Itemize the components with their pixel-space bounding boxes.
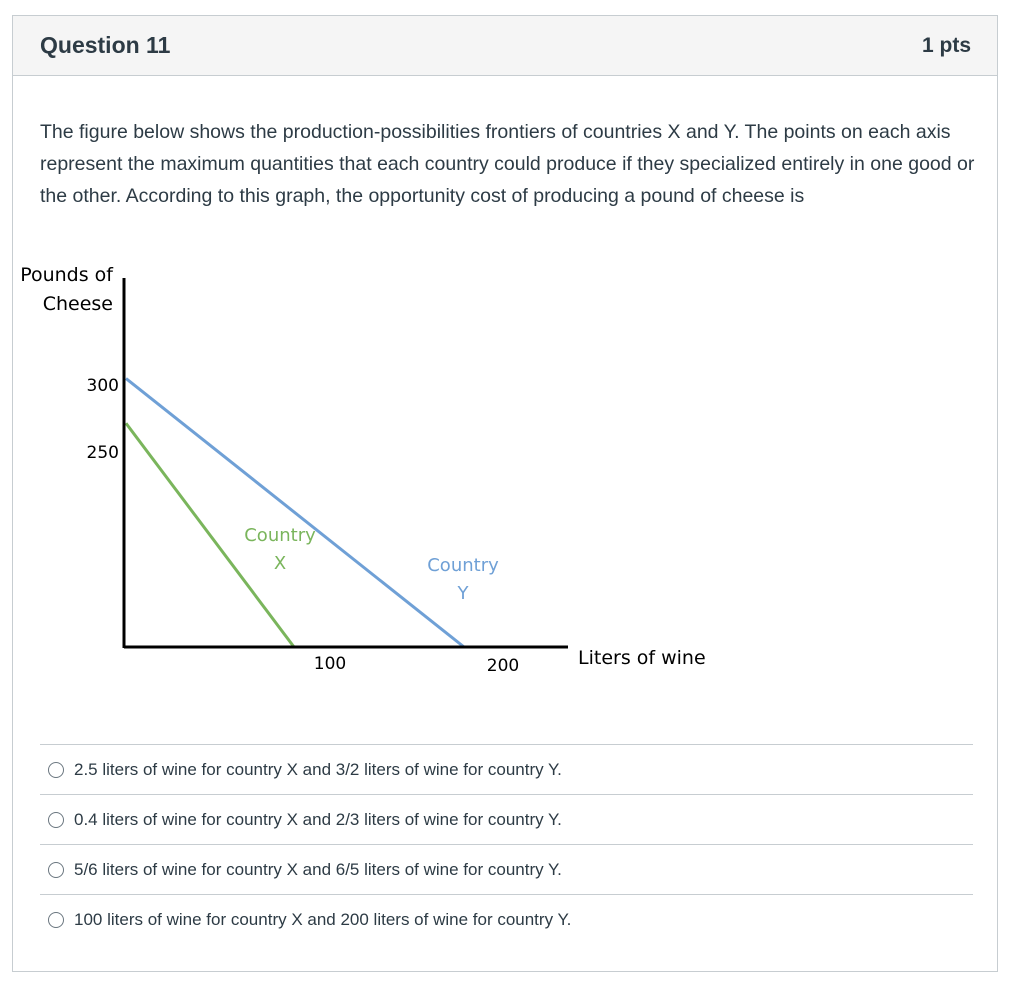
- country-x-label-line2: X: [273, 553, 287, 574]
- radio-button[interactable]: [48, 862, 64, 878]
- ppf-figure: [20, 258, 723, 693]
- y-axis-label-line2: Cheese: [42, 293, 113, 315]
- answer-list: [40, 744, 973, 944]
- radio-button[interactable]: [48, 762, 64, 778]
- question-points: 1 pts: [921, 33, 971, 57]
- answer-option[interactable]: [40, 794, 973, 844]
- x-axis-label: Liters of wine: [578, 647, 706, 669]
- radio-button[interactable]: [48, 912, 64, 928]
- answer-label: 5/6 liters of wine for country X and 6/5 liters of wine for country Y.: [74, 859, 562, 879]
- answer-label: 0.4 liters of wine for country X and 2/3 liters of wine for country Y.: [74, 809, 562, 829]
- y-axis-label-line1: Pounds of: [20, 264, 113, 286]
- answer-option[interactable]: [40, 894, 973, 944]
- question-title: Question 11: [40, 32, 171, 58]
- x-tick-200: 200: [486, 656, 520, 676]
- y-tick-300: 300: [86, 376, 119, 396]
- country-y-label-line1: Country: [427, 555, 499, 576]
- answer-label: 2.5 liters of wine for country X and 3/2 liters of wine for country Y.: [74, 759, 562, 779]
- ppf-graph: [20, 258, 723, 688]
- country-y-label-line2: Y: [457, 583, 469, 604]
- question-card: [12, 15, 998, 972]
- answer-label: 100 liters of wine for country X and 200 liters of wine for country Y.: [74, 909, 572, 929]
- question-header: [13, 16, 997, 76]
- radio-button[interactable]: [48, 812, 64, 828]
- answer-option[interactable]: [40, 744, 973, 794]
- y-tick-250: 250: [86, 443, 119, 463]
- country-y-frontier: [126, 379, 464, 648]
- answer-option[interactable]: [40, 844, 973, 894]
- country-x-label-line1: Country: [244, 525, 316, 546]
- x-tick-100: 100: [313, 654, 347, 674]
- question-text: The figure below shows the production-possibilities frontiers of countries X and Y. The points on each axis represent the maximum quantities that each country could produce if they specialized entirely in one good or the other. According to this graph, the opportunity cost of producing a pound of cheese is: [40, 121, 975, 207]
